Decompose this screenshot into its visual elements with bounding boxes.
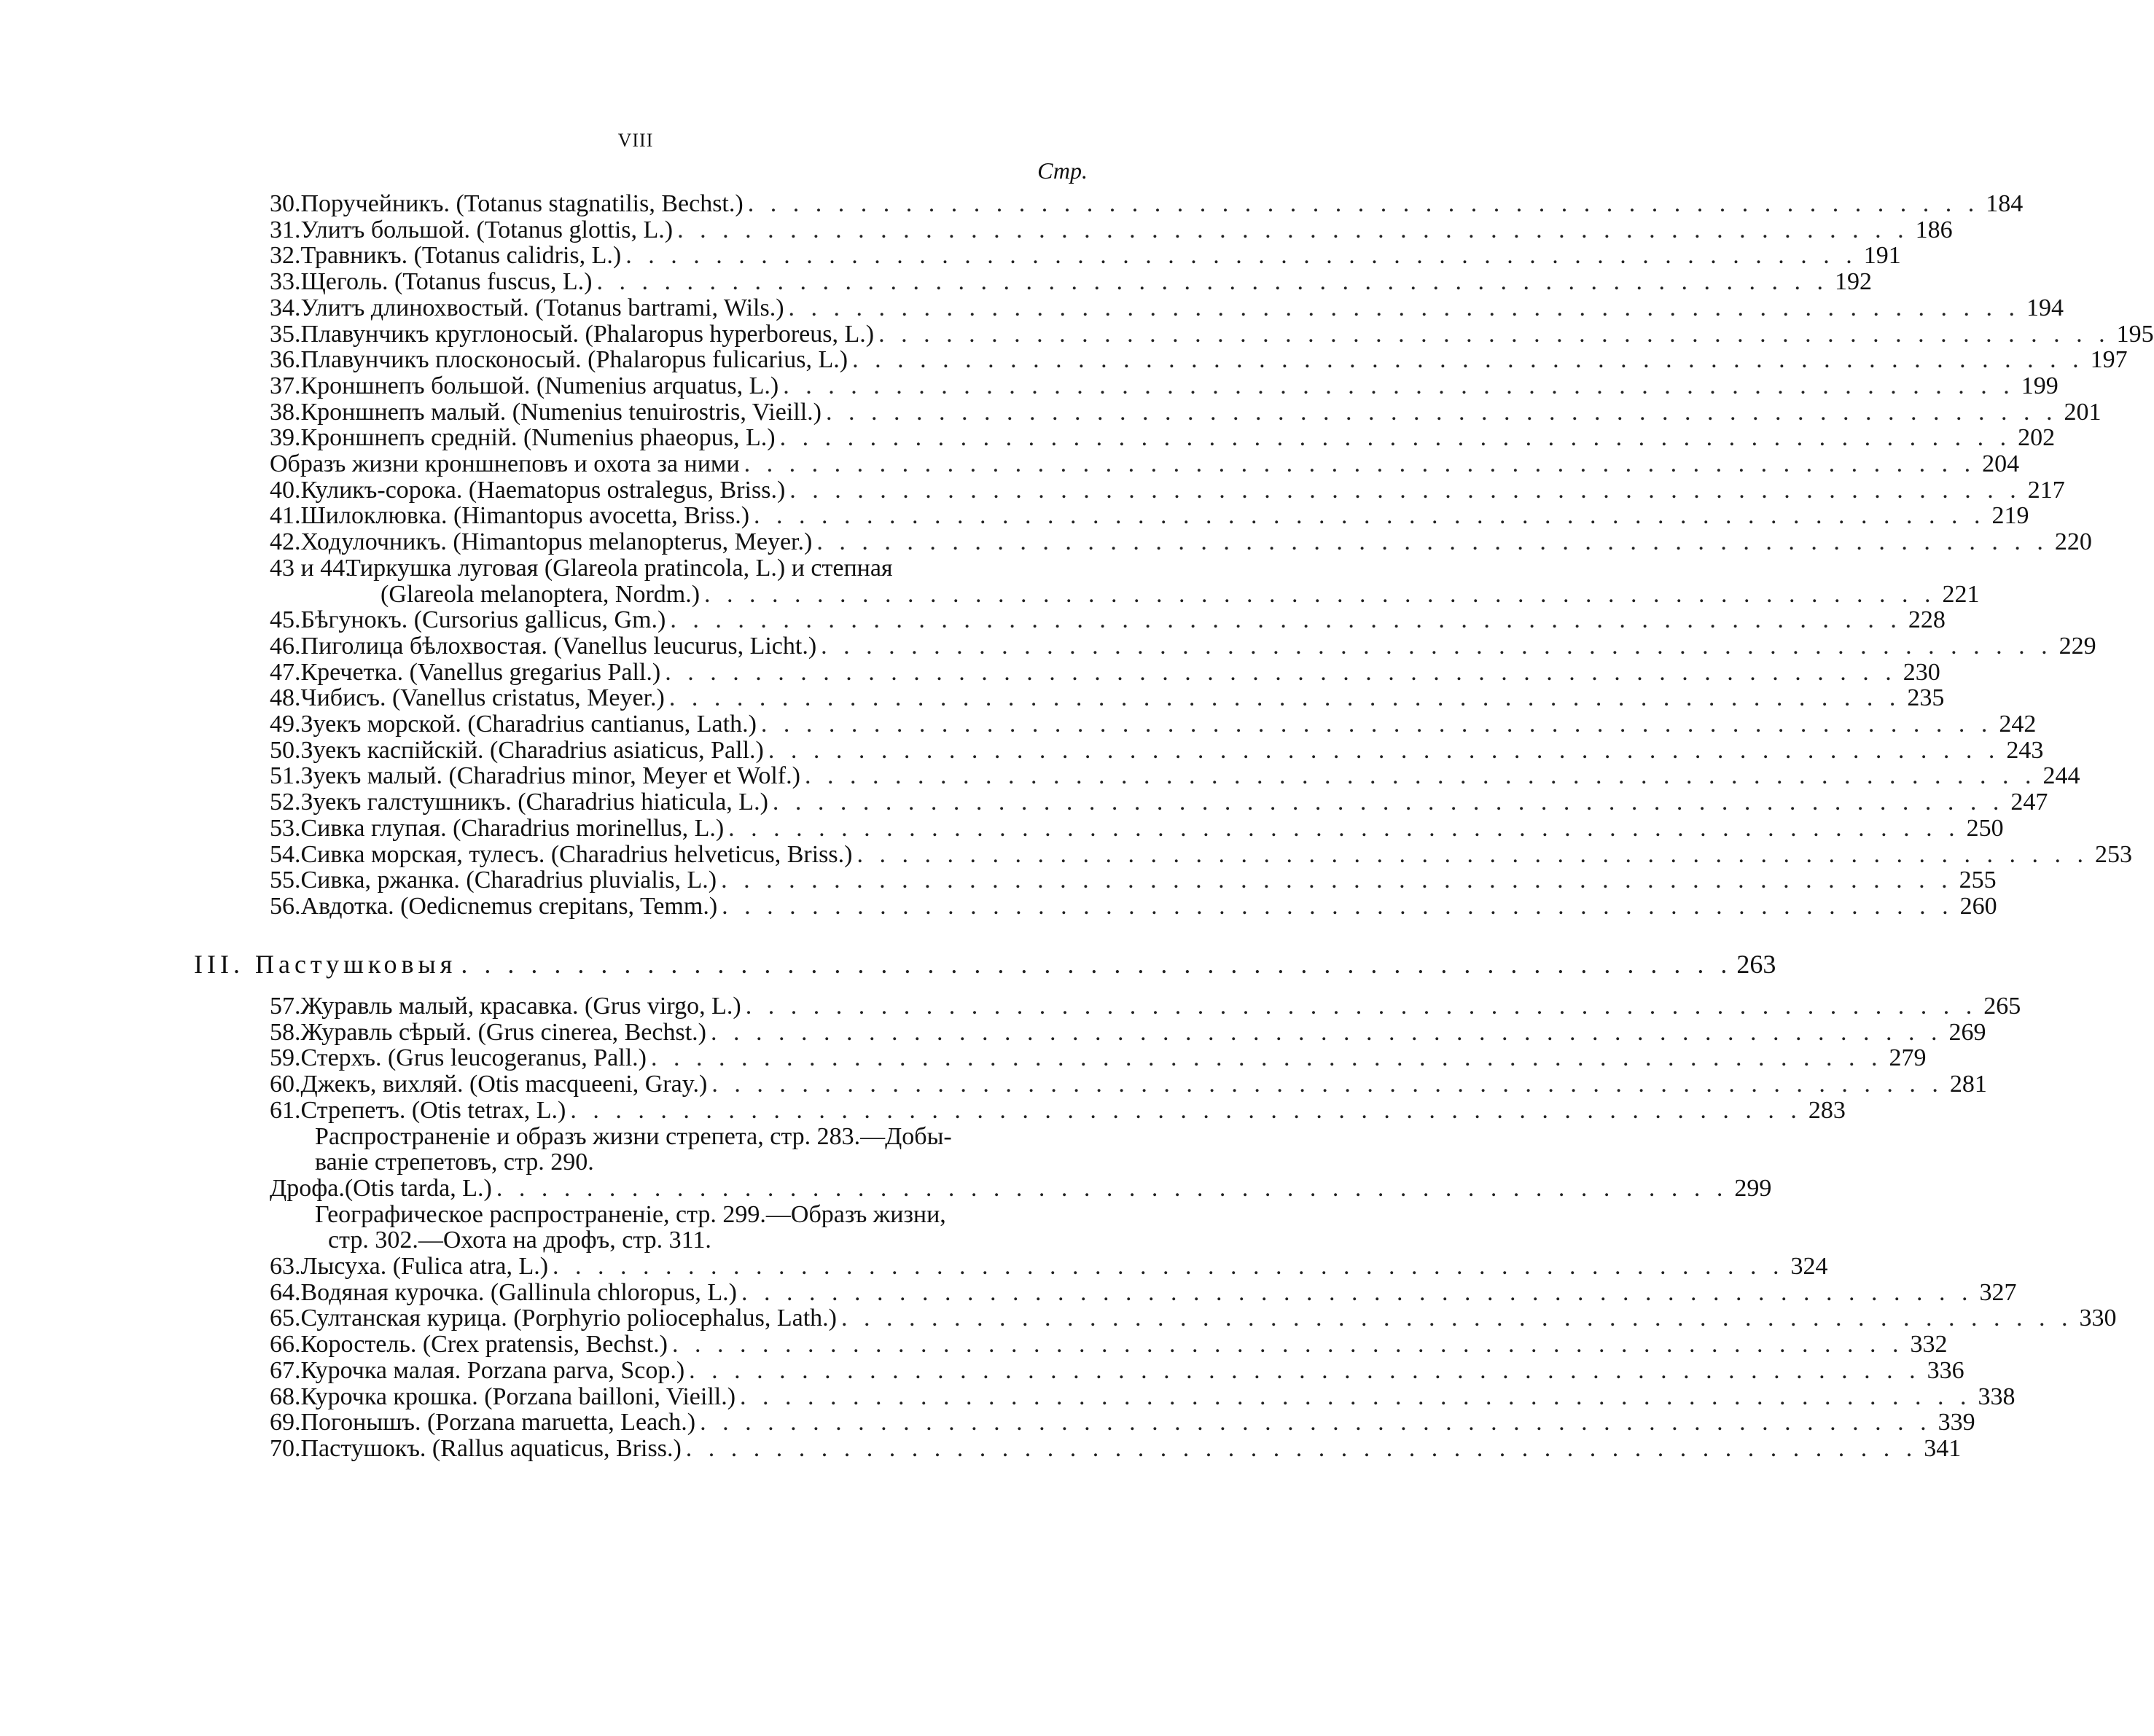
toc-entry (270, 528, 2092, 556)
entry-title: Плавунчикъ плосконосый. (Phalaropus fulicarius, L.) (300, 346, 848, 374)
dot-leader: . . . . . . . . . . . . . . . . . . . . . . . . . . . . . . . . . . . . . . . . . . . . . . . . . . . . . . . (856, 840, 2088, 868)
toc-entry (270, 398, 2102, 426)
entry-number: 53. (270, 814, 301, 842)
toc-entry (270, 814, 2004, 842)
dot-leader: . . . . . . . . . . . . . . . . . . . . . . . . . . . . . . . . . . . . . . . . . . . . . . . . . . . . . . . (625, 242, 1857, 270)
dot-leader: . . . . . . . . . . . . . . . . . . . . . . . . . . . . . . . . . . . . . . . . . . . . . . . . . . . . . . . (700, 1409, 1932, 1436)
entry-title: Кроншнепъ средній. (Numenius phaeopus, L.) (300, 424, 776, 452)
entry-page: 197 (2090, 346, 2128, 374)
entry-number: 61. (270, 1096, 301, 1124)
entry-title: Журавль сѣрый. (Grus cinerea, Bechst.) (300, 1018, 706, 1046)
entry-number: 51. (270, 762, 301, 790)
entry-title: Зуекъ галстушникъ. (Charadrius hiaticula, L.) (300, 789, 768, 816)
entry-page: 327 (1979, 1278, 2017, 1306)
toc-entry (270, 1356, 1964, 1384)
toc-entry (270, 762, 2080, 790)
toc-entry-continuation (381, 580, 1980, 608)
entry-number: 54. (270, 840, 301, 868)
dot-leader: . . . . . . . . . . . . . . . . . . . . . . . . . . . . . . . . . . . . . . . . . . . . . . . . . . . . . . . (677, 216, 1909, 243)
entry-number: 30. (270, 190, 301, 217)
entry-page: 247 (2010, 789, 2048, 816)
entry-number: 59. (270, 1044, 301, 1072)
entry-number: 55. (270, 867, 301, 894)
entry-page: 283 (1808, 1096, 1846, 1124)
entry-number: 42. (270, 528, 301, 556)
entry-title: Джекъ, вихляй. (Otis macqueeni, Gray.) (300, 1071, 708, 1098)
entry-title: Кроншнепъ большой. (Numenius arquatus, L.) (300, 372, 779, 399)
toc-entry (270, 216, 1953, 243)
note-line: стр. 302.—Охота на дрофъ, стр. 311. (328, 1227, 711, 1254)
column-header: Стр. (1037, 157, 1088, 184)
dot-leader: . . . . . . . . . . . . . . . . . . . . . . . . . . . . . . . . . . . . . . . . . . . . . . . . . . . . . . . (461, 950, 1733, 979)
entry-title: Шилоклювка. (Himantopus avocetta, Briss.) (300, 502, 750, 530)
entry-page: 336 (1927, 1356, 1964, 1384)
dot-leader: . . . . . . . . . . . . . . . . . . . . . . . . . . . . . . . . . . . . . . . . . . . . . . . . . . . . . . . (711, 1071, 1943, 1098)
dot-leader: . . . . . . . . . . . . . . . . . . . . . . . . . . . . . . . . . . . . . . . . . . . . . . . . . . . . . . . (779, 424, 2012, 452)
dot-leader: . . . . . . . . . . . . . . . . . . . . . . . . . . . . . . . . . . . . . . . . . . . . . . . . . . . . . . . (741, 1278, 1973, 1306)
entry-page: 199 (2021, 372, 2059, 399)
entry-title: Поручейникъ. (Totanus stagnatilis, Bechst.) (300, 190, 744, 217)
entry-title: Травникъ. (Totanus calidris, L.) (300, 242, 622, 270)
entry-title: Журавль малый, красавка. (Grus virgo, L.) (300, 993, 741, 1020)
entry-page: 269 (1948, 1018, 1986, 1046)
toc-entry (270, 294, 2064, 321)
entry-title: Сивка, ржанка. (Charadrius pluvialis, L.) (300, 867, 717, 894)
dot-leader: . . . . . . . . . . . . . . . . . . . . . . . . . . . . . . . . . . . . . . . . . . . . . . . . . . . . . . . (747, 190, 1980, 217)
note-line: Распространеніе и образъ жизни стрепета, стр. 283.—Добы- (315, 1122, 952, 1150)
dot-leader: . . . . . . . . . . . . . . . . . . . . . . . . . . . . . . . . . . . . . . . . . . . . . . . . . . . . . . . (710, 1018, 1943, 1046)
toc-entry (270, 1305, 2117, 1332)
entry-number: 64. (270, 1278, 301, 1306)
dot-leader: . . . . . . . . . . . . . . . . . . . . . . . . . . . . . . . . . . . . . . . . . . . . . . . . . . . . . . . (852, 346, 2084, 374)
toc-entry (270, 684, 1945, 712)
entry-page: 204 (1982, 450, 2020, 477)
toc-entry (270, 736, 2044, 764)
entry-page: 255 (1959, 867, 1997, 894)
entry-page: 243 (2006, 736, 2044, 764)
entry-page: 260 (1959, 892, 1997, 920)
toc-entry (270, 1174, 1772, 1202)
entry-number: 63. (270, 1253, 301, 1280)
toc-entry (270, 450, 2020, 477)
entry-number: 57. (270, 993, 301, 1020)
entry-page: 341 (1924, 1434, 1962, 1462)
entry-page: 332 (1910, 1331, 1948, 1358)
entry-page: 191 (1863, 242, 1901, 270)
toc-entry (270, 190, 2024, 217)
entry-page: 338 (1978, 1383, 2016, 1410)
entry-number: 69. (270, 1409, 301, 1436)
entry-number: 48. (270, 684, 301, 712)
entry-title: Бѣгунокъ. (Cursorius gallicus, Gm.) (300, 606, 666, 634)
dot-leader: . . . . . . . . . . . . . . . . . . . . . . . . . . . . . . . . . . . . . . . . . . . . . . . . . . . . . . . (721, 867, 1953, 894)
entry-title: Кречетка. (Vanellus gregarius Pall.) (300, 658, 661, 686)
entry-title: Кроншнепъ малый. (Numenius tenuirostris, Vieill.) (300, 398, 822, 426)
toc-entry (270, 789, 2048, 816)
entry-title-continued: (Glareola melanoptera, Nordm.) (381, 580, 701, 608)
entry-page: 235 (1907, 684, 1945, 712)
entry-page: 281 (1949, 1071, 1987, 1098)
dot-leader: . . . . . . . . . . . . . . . . . . . . . . . . . . . . . . . . . . . . . . . . . . . . . . . . . . . . . . . (728, 814, 1960, 842)
dot-leader: . . . . . . . . . . . . . . . . . . . . . . . . . . . . . . . . . . . . . . . . . . . . . . . . . . . . . . . (816, 528, 2048, 556)
dot-leader: . . . . . . . . . . . . . . . . . . . . . . . . . . . . . . . . . . . . . . . . . . . . . . . . . . . . . . . (825, 398, 2058, 426)
entry-number: 52. (270, 789, 301, 816)
entry-title: Зуекъ малый. (Charadrius minor, Meyer et Wolf.) (300, 762, 800, 790)
dot-leader: . . . . . . . . . . . . . . . . . . . . . . . . . . . . . . . . . . . . . . . . . . . . . . . . . . . . . . . (878, 320, 2110, 348)
entry-page: 250 (1966, 814, 2004, 842)
entry-number: 31. (270, 216, 301, 243)
dot-leader: . . . . . . . . . . . . . . . . . . . . . . . . . . . . . . . . . . . . . . . . . . . . . . . . . . . . . . . (789, 476, 2021, 504)
entry-title: Зуекъ каспійскій. (Charadrius asiaticus, Pall.) (300, 736, 764, 764)
entry-page: 279 (1889, 1044, 1927, 1072)
dot-leader: . . . . . . . . . . . . . . . . . . . . . . . . . . . . . . . . . . . . . . . . . . . . . . . . . . . . . . . (754, 502, 1986, 530)
section-title: III. Пастушковыя (194, 950, 457, 979)
toc-entry (270, 1253, 1828, 1280)
toc-entry (270, 320, 2154, 348)
dot-leader: . . . . . . . . . . . . . . . . . . . . . . . . . . . . . . . . . . . . . . . . . . . . . . . . . . . . . . . (704, 580, 1936, 608)
entry-title: Ходулочникъ. (Himantopus melanopterus, Meyer.) (300, 528, 813, 556)
entry-page: 230 (1903, 658, 1940, 686)
entry-number: 40. (270, 476, 301, 504)
dot-leader: . . . . . . . . . . . . . . . . . . . . . . . . . . . . . . . . . . . . . . . . . . . . . . . . . . . . . . . (744, 450, 1976, 477)
entry-number: 45. (270, 606, 301, 634)
dot-leader: . . . . . . . . . . . . . . . . . . . . . . . . . . . . . . . . . . . . . . . . . . . . . . . . . . . . . . . (722, 892, 1954, 920)
toc-entry (270, 346, 2128, 374)
toc-entry (270, 867, 1997, 894)
dot-leader: . . . . . . . . . . . . . . . . . . . . . . . . . . . . . . . . . . . . . . . . . . . . . . . . . . . . . . . (650, 1044, 1883, 1072)
section-heading (194, 950, 1776, 979)
entry-number: 67. (270, 1356, 301, 1384)
dot-leader: . . . . . . . . . . . . . . . . . . . . . . . . . . . . . . . . . . . . . . . . . . . . . . . . . . . . . . . (745, 993, 1978, 1020)
entry-page: 217 (2027, 476, 2065, 504)
toc-entry (270, 658, 1940, 686)
dot-leader: . . . . . . . . . . . . . . . . . . . . . . . . . . . . . . . . . . . . . . . . . . . . . . . . . . . . . . . (665, 658, 1897, 686)
entry-number: 58. (270, 1018, 301, 1046)
entry-number: 33. (270, 268, 301, 296)
entry-number: 49. (270, 711, 301, 738)
toc-entry (270, 1383, 2016, 1410)
toc-entry (270, 840, 2132, 868)
dot-leader: . . . . . . . . . . . . . . . . . . . . . . . . . . . . . . . . . . . . . . . . . . . . . . . . . . . . . . . (821, 632, 2053, 660)
entry-title: Плавунчикъ круглоносый. (Phalaropus hyperboreus, L.) (300, 320, 875, 348)
dot-leader: . . . . . . . . . . . . . . . . . . . . . . . . . . . . . . . . . . . . . . . . . . . . . . . . . . . . . . . (768, 736, 2000, 764)
entry-title: Улитъ большой. (Totanus glottis, L.) (300, 216, 674, 243)
dot-leader: . . . . . . . . . . . . . . . . . . . . . . . . . . . . . . . . . . . . . . . . . . . . . . . . . . . . . . . (553, 1253, 1784, 1280)
toc-entry (270, 1071, 1987, 1098)
entry-number: 41. (270, 502, 301, 530)
entry-page: 324 (1790, 1253, 1828, 1280)
dot-leader: . . . . . . . . . . . . . . . . . . . . . . . . . . . . . . . . . . . . . . . . . . . . . . . . . . . . . . . (685, 1434, 1918, 1462)
entry-page: 201 (2064, 398, 2102, 426)
dot-leader: . . . . . . . . . . . . . . . . . . . . . . . . . . . . . . . . . . . . . . . . . . . . . . . . . . . . . . . (596, 268, 1828, 296)
entry-number: 36. (270, 346, 301, 374)
entry-number: 47. (270, 658, 301, 686)
toc-entry (270, 242, 1901, 270)
entry-title: Коростель. (Crex pratensis, Bechst.) (300, 1331, 668, 1358)
entry-title: Пастушокъ. (Rallus aquaticus, Briss.) (300, 1434, 682, 1462)
dot-leader: . . . . . . . . . . . . . . . . . . . . . . . . . . . . . . . . . . . . . . . . . . . . . . . . . . . . . . . (496, 1174, 1728, 1202)
entry-title: Чибисъ. (Vanellus cristatus, Meyer.) (300, 684, 665, 712)
toc-entry (270, 502, 2029, 530)
dot-leader: . . . . . . . . . . . . . . . . . . . . . . . . . . . . . . . . . . . . . . . . . . . . . . . . . . . . . . . (670, 606, 1902, 634)
entry-number: 56. (270, 892, 301, 920)
note-line: ваніе стрепетовъ, стр. 290. (315, 1149, 594, 1176)
entry-title: Стерхъ. (Grus leucogeranus, Pall.) (300, 1044, 647, 1072)
entry-title: Щеголь. (Totanus fuscus, L.) (300, 268, 593, 296)
entry-page: 253 (2094, 840, 2132, 868)
dot-leader: . . . . . . . . . . . . . . . . . . . . . . . . . . . . . . . . . . . . . . . . . . . . . . . . . . . . . . . (570, 1096, 1802, 1124)
entry-number: 34. (270, 294, 301, 321)
entry-page: 194 (2026, 294, 2064, 321)
entry-title: Сивка глупая. (Charadrius morinellus, L.) (300, 814, 725, 842)
page-number: VIII (617, 130, 654, 151)
entry-title: Пиголица бѣлохвостая. (Vanellus leucurus, Licht.) (300, 632, 817, 660)
entry-number: 39. (270, 424, 301, 452)
entry-title: Авдотка. (Oedicnemus crepitans, Temm.) (300, 892, 718, 920)
entry-page: 265 (1983, 993, 2021, 1020)
toc-entry (270, 711, 2037, 738)
entry-title: Султанская курица. (Porphyrio poliocephalus, Lath.) (300, 1305, 837, 1332)
entry-title: Образъ жизни кроншнеповъ и охота за ними (270, 450, 740, 477)
toc-entry (270, 1331, 1948, 1358)
entry-page: 228 (1908, 606, 1946, 634)
entry-number: 37. (270, 372, 301, 399)
entry-number: 68. (270, 1383, 301, 1410)
dot-leader: . . . . . . . . . . . . . . . . . . . . . . . . . . . . . . . . . . . . . . . . . . . . . . . . . . . . . . . (772, 789, 2005, 816)
toc-entry (270, 1044, 1927, 1072)
entry-number: 65. (270, 1305, 301, 1332)
dot-leader: . . . . . . . . . . . . . . . . . . . . . . . . . . . . . . . . . . . . . . . . . . . . . . . . . . . . . . . (804, 762, 2037, 790)
entry-page: 244 (2042, 762, 2080, 790)
toc-entry (270, 476, 2065, 504)
entry-page: 339 (1938, 1409, 1975, 1436)
dot-leader: . . . . . . . . . . . . . . . . . . . . . . . . . . . . . . . . . . . . . . . . . . . . . . . . . . . . . . . (689, 1356, 1921, 1384)
note-line: Географическое распространеніе, стр. 299.—Образъ жизни, (315, 1200, 946, 1228)
toc-entry (270, 424, 2056, 452)
entry-title: Сивка морская, тулесъ. (Charadrius helveticus, Briss.) (300, 840, 853, 868)
entry-title: Лысуха. (Fulica atra, L.) (300, 1253, 549, 1280)
entry-number: 50. (270, 736, 301, 764)
toc-entry (270, 268, 1872, 296)
entry-page: 195 (2116, 320, 2154, 348)
entry-title: Курочка крошка. (Porzana bailloni, Vieill.) (300, 1383, 736, 1410)
entry-page: 229 (2059, 632, 2096, 660)
entry-title: Зуекъ морской. (Charadrius cantianus, Lath.) (300, 711, 757, 738)
dot-leader: . . . . . . . . . . . . . . . . . . . . . . . . . . . . . . . . . . . . . . . . . . . . . . . . . . . . . . . (841, 1305, 2073, 1332)
entry-title: Водяная курочка. (Gallinula chloropus, L.) (300, 1278, 737, 1306)
toc-entry (270, 993, 2021, 1020)
toc-entry (270, 1434, 1962, 1462)
entry-page: 192 (1834, 268, 1872, 296)
entry-page: 202 (2018, 424, 2056, 452)
dot-leader: . . . . . . . . . . . . . . . . . . . . . . . . . . . . . . . . . . . . . . . . . . . . . . . . . . . . . . . (671, 1331, 1904, 1358)
toc-entry (270, 1278, 2017, 1306)
toc-entry (270, 555, 1076, 582)
toc-entry (270, 892, 1997, 920)
toc-entry (270, 372, 2059, 399)
dot-leader: . . . . . . . . . . . . . . . . . . . . . . . . . . . . . . . . . . . . . . . . . . . . . . . . . . . . . . . (783, 372, 2015, 399)
entry-number: 66. (270, 1331, 301, 1358)
entry-title: Стрепетъ. (Otis tetrax, L.) (300, 1096, 566, 1124)
entry-page: 220 (2054, 528, 2092, 556)
entry-page: 186 (1915, 216, 1953, 243)
section-page: 263 (1736, 950, 1776, 979)
entry-title: Курочка малая. Porzana parva, Scop.) (300, 1356, 685, 1384)
entry-number: 35. (270, 320, 301, 348)
entry-title: Погонышъ. (Porzana maruetta, Leach.) (300, 1409, 696, 1436)
dot-leader: . . . . . . . . . . . . . . . . . . . . . . . . . . . . . . . . . . . . . . . . . . . . . . . . . . . . . . . (668, 684, 1901, 712)
entry-number: 70. (270, 1434, 301, 1462)
dot-leader: . . . . . . . . . . . . . . . . . . . . . . . . . . . . . . . . . . . . . . . . . . . . . . . . . . . . . . . (760, 711, 1993, 738)
entry-page: 242 (1999, 711, 2037, 738)
entry-number: 38. (270, 398, 301, 426)
toc-entry (270, 1409, 1975, 1436)
entry-title: Дрофа.(Otis tarda, L.) (270, 1174, 492, 1202)
entry-number: 46. (270, 632, 301, 660)
dot-leader: . . . . . . . . . . . . . . . . . . . . . . . . . . . . . . . . . . . . . . . . . . . . . . . . . . . . . . . (788, 294, 2021, 321)
entry-title: Куликъ-сорока. (Haematopus ostralegus, Briss.) (300, 476, 786, 504)
entry-title: Улитъ длинохвостый. (Totanus bartrami, Wils.) (300, 294, 784, 321)
toc-entry (270, 1018, 1986, 1046)
entry-page: 330 (2079, 1305, 2117, 1332)
toc-entry (270, 632, 2096, 660)
entry-page: 219 (1991, 502, 2029, 530)
toc-entry (270, 1096, 1846, 1124)
toc-entry (270, 606, 1946, 634)
entry-page: 184 (1986, 190, 2024, 217)
entry-title: Тиркушка луговая (Glareola pratincola, L.) и степная (346, 554, 893, 582)
entry-page: 221 (1942, 580, 1980, 608)
entry-page: 299 (1734, 1174, 1772, 1202)
entry-number: 32. (270, 242, 301, 270)
entry-number: 60. (270, 1071, 301, 1098)
dot-leader: . . . . . . . . . . . . . . . . . . . . . . . . . . . . . . . . . . . . . . . . . . . . . . . . . . . . . . . (740, 1383, 1972, 1410)
entry-number: 43 и 44. (270, 554, 351, 582)
